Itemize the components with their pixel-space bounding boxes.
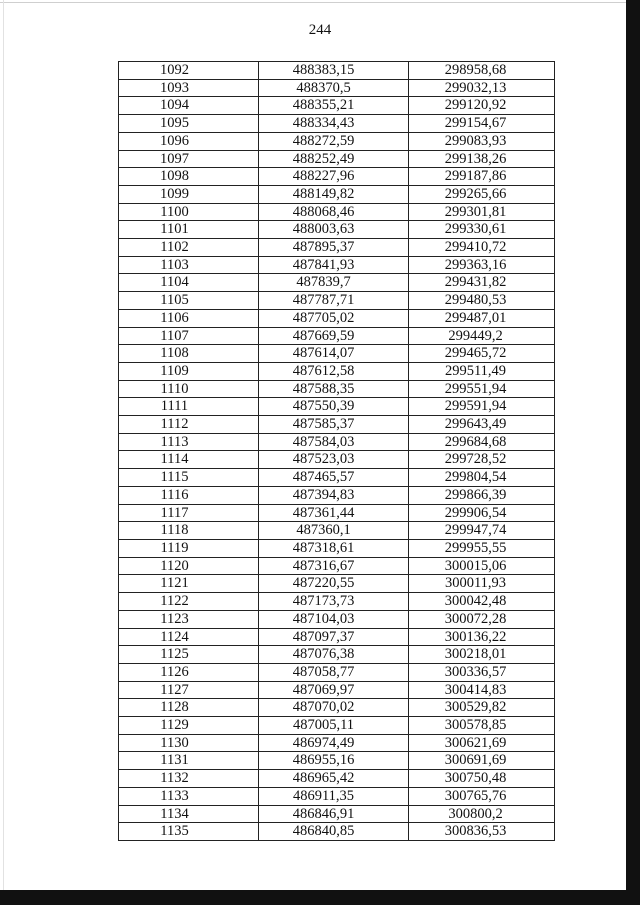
y-coordinate-cell: 299551,94: [409, 380, 555, 398]
table-row: [119, 433, 555, 451]
y-coordinate-cell: 299947,74: [409, 522, 555, 540]
table-row: [119, 734, 555, 752]
x-coordinate-cell: 487097,37: [259, 628, 409, 646]
y-coordinate-cell: 299906,54: [409, 504, 555, 522]
x-coordinate-cell: 487058,77: [259, 663, 409, 681]
point-number-cell: 1093: [119, 79, 259, 97]
x-coordinate-cell: 487787,71: [259, 292, 409, 310]
point-number-cell: 1133: [119, 787, 259, 805]
y-coordinate-cell: 299330,61: [409, 221, 555, 239]
table-row: [119, 522, 555, 540]
y-coordinate-cell: 300800,2: [409, 805, 555, 823]
y-coordinate-cell: 299265,66: [409, 185, 555, 203]
scan-bottom-edge: [0, 890, 640, 905]
table-row: [119, 168, 555, 186]
y-coordinate-cell: 299431,82: [409, 274, 555, 292]
x-coordinate-cell: 486846,91: [259, 805, 409, 823]
table-row: [119, 380, 555, 398]
point-number-cell: 1096: [119, 132, 259, 150]
table-row: [119, 787, 555, 805]
point-number-cell: 1098: [119, 168, 259, 186]
y-coordinate-cell: 300136,22: [409, 628, 555, 646]
point-number-cell: 1109: [119, 362, 259, 380]
y-coordinate-cell: 299187,86: [409, 168, 555, 186]
point-number-cell: 1127: [119, 681, 259, 699]
x-coordinate-cell: 487550,39: [259, 398, 409, 416]
y-coordinate-cell: 300011,93: [409, 575, 555, 593]
table-row: [119, 593, 555, 611]
x-coordinate-cell: 487318,61: [259, 539, 409, 557]
x-coordinate-cell: 486840,85: [259, 823, 409, 841]
table-row: [119, 309, 555, 327]
x-coordinate-cell: 487394,83: [259, 486, 409, 504]
point-number-cell: 1094: [119, 97, 259, 115]
table-row: [119, 557, 555, 575]
point-number-cell: 1123: [119, 610, 259, 628]
y-coordinate-cell: 299120,92: [409, 97, 555, 115]
point-number-cell: 1110: [119, 380, 259, 398]
point-number-cell: 1112: [119, 416, 259, 434]
table-row: [119, 681, 555, 699]
point-number-cell: 1102: [119, 239, 259, 257]
table-row: [119, 292, 555, 310]
y-coordinate-cell: 299684,68: [409, 433, 555, 451]
y-coordinate-cell: 300218,01: [409, 646, 555, 664]
table-row: [119, 823, 555, 841]
point-number-cell: 1116: [119, 486, 259, 504]
x-coordinate-cell: 487705,02: [259, 309, 409, 327]
x-coordinate-cell: 488370,5: [259, 79, 409, 97]
point-number-cell: 1128: [119, 699, 259, 717]
table-row: [119, 150, 555, 168]
table-row: [119, 717, 555, 735]
x-coordinate-cell: 487588,35: [259, 380, 409, 398]
y-coordinate-cell: 300578,85: [409, 717, 555, 735]
y-coordinate-cell: 299301,81: [409, 203, 555, 221]
table-row: [119, 628, 555, 646]
y-coordinate-cell: 300414,83: [409, 681, 555, 699]
table-row: [119, 97, 555, 115]
point-number-cell: 1100: [119, 203, 259, 221]
y-coordinate-cell: 299138,26: [409, 150, 555, 168]
table-row: [119, 327, 555, 345]
table-row: [119, 185, 555, 203]
table-row: [119, 610, 555, 628]
scan-left-rule: [3, 0, 4, 905]
x-coordinate-cell: 486955,16: [259, 752, 409, 770]
x-coordinate-cell: 487070,02: [259, 699, 409, 717]
x-coordinate-cell: 487173,73: [259, 593, 409, 611]
point-number-cell: 1120: [119, 557, 259, 575]
y-coordinate-cell: 300621,69: [409, 734, 555, 752]
x-coordinate-cell: 486965,42: [259, 770, 409, 788]
point-number-cell: 1115: [119, 469, 259, 487]
x-coordinate-cell: 487841,93: [259, 256, 409, 274]
y-coordinate-cell: 300529,82: [409, 699, 555, 717]
x-coordinate-cell: 487614,07: [259, 345, 409, 363]
x-coordinate-cell: 488068,46: [259, 203, 409, 221]
x-coordinate-cell: 487360,1: [259, 522, 409, 540]
point-number-cell: 1103: [119, 256, 259, 274]
point-number-cell: 1107: [119, 327, 259, 345]
table-row: [119, 699, 555, 717]
table-row: [119, 504, 555, 522]
y-coordinate-cell: 300836,53: [409, 823, 555, 841]
x-coordinate-cell: 487584,03: [259, 433, 409, 451]
scan-top-rule: [0, 2, 640, 3]
table-row: [119, 62, 555, 80]
table-row: [119, 115, 555, 133]
x-coordinate-cell: 487005,11: [259, 717, 409, 735]
y-coordinate-cell: 300691,69: [409, 752, 555, 770]
y-coordinate-cell: 300042,48: [409, 593, 555, 611]
x-coordinate-cell: 487895,37: [259, 239, 409, 257]
y-coordinate-cell: 299465,72: [409, 345, 555, 363]
y-coordinate-cell: 300336,57: [409, 663, 555, 681]
table-row: [119, 132, 555, 150]
table-row: [119, 203, 555, 221]
coordinates-table: [118, 61, 555, 841]
point-number-cell: 1125: [119, 646, 259, 664]
y-coordinate-cell: 299154,67: [409, 115, 555, 133]
table-row: [119, 575, 555, 593]
point-number-cell: 1099: [119, 185, 259, 203]
x-coordinate-cell: 487104,03: [259, 610, 409, 628]
point-number-cell: 1129: [119, 717, 259, 735]
x-coordinate-cell: 488003,63: [259, 221, 409, 239]
x-coordinate-cell: 488355,21: [259, 97, 409, 115]
point-number-cell: 1132: [119, 770, 259, 788]
point-number-cell: 1108: [119, 345, 259, 363]
point-number-cell: 1119: [119, 539, 259, 557]
y-coordinate-cell: 299728,52: [409, 451, 555, 469]
table-row: [119, 646, 555, 664]
table-row: [119, 256, 555, 274]
y-coordinate-cell: 300015,06: [409, 557, 555, 575]
y-coordinate-cell: 299955,55: [409, 539, 555, 557]
table-row: [119, 416, 555, 434]
x-coordinate-cell: 486911,35: [259, 787, 409, 805]
table-row: [119, 79, 555, 97]
x-coordinate-cell: 487669,59: [259, 327, 409, 345]
y-coordinate-cell: 300750,48: [409, 770, 555, 788]
y-coordinate-cell: 299410,72: [409, 239, 555, 257]
coordinates-table-body: [119, 62, 555, 841]
scan-right-edge: [626, 0, 640, 890]
point-number-cell: 1095: [119, 115, 259, 133]
y-coordinate-cell: 299804,54: [409, 469, 555, 487]
x-coordinate-cell: 488334,43: [259, 115, 409, 133]
y-coordinate-cell: 298958,68: [409, 62, 555, 80]
x-coordinate-cell: 488149,82: [259, 185, 409, 203]
point-number-cell: 1104: [119, 274, 259, 292]
point-number-cell: 1131: [119, 752, 259, 770]
point-number-cell: 1111: [119, 398, 259, 416]
y-coordinate-cell: 299643,49: [409, 416, 555, 434]
point-number-cell: 1135: [119, 823, 259, 841]
table-row: [119, 469, 555, 487]
point-number-cell: 1134: [119, 805, 259, 823]
table-row: [119, 221, 555, 239]
x-coordinate-cell: 487220,55: [259, 575, 409, 593]
point-number-cell: 1106: [119, 309, 259, 327]
point-number-cell: 1118: [119, 522, 259, 540]
point-number-cell: 1101: [119, 221, 259, 239]
point-number-cell: 1124: [119, 628, 259, 646]
x-coordinate-cell: 487361,44: [259, 504, 409, 522]
x-coordinate-cell: 487612,58: [259, 362, 409, 380]
table-row: [119, 539, 555, 557]
x-coordinate-cell: 487069,97: [259, 681, 409, 699]
point-number-cell: 1121: [119, 575, 259, 593]
y-coordinate-cell: 300072,28: [409, 610, 555, 628]
x-coordinate-cell: 488383,15: [259, 62, 409, 80]
table-row: [119, 663, 555, 681]
table-row: [119, 239, 555, 257]
x-coordinate-cell: 487839,7: [259, 274, 409, 292]
y-coordinate-cell: 299032,13: [409, 79, 555, 97]
point-number-cell: 1130: [119, 734, 259, 752]
table-row: [119, 486, 555, 504]
point-number-cell: 1105: [119, 292, 259, 310]
x-coordinate-cell: 487316,67: [259, 557, 409, 575]
table-row: [119, 345, 555, 363]
y-coordinate-cell: 299363,16: [409, 256, 555, 274]
x-coordinate-cell: 488227,96: [259, 168, 409, 186]
point-number-cell: 1114: [119, 451, 259, 469]
y-coordinate-cell: 299866,39: [409, 486, 555, 504]
x-coordinate-cell: 487465,57: [259, 469, 409, 487]
point-number-cell: 1113: [119, 433, 259, 451]
y-coordinate-cell: 299511,49: [409, 362, 555, 380]
y-coordinate-cell: 299480,53: [409, 292, 555, 310]
y-coordinate-cell: 299591,94: [409, 398, 555, 416]
table-row: [119, 274, 555, 292]
point-number-cell: 1126: [119, 663, 259, 681]
y-coordinate-cell: 299487,01: [409, 309, 555, 327]
table-row: [119, 752, 555, 770]
table-row: [119, 362, 555, 380]
table-row: [119, 805, 555, 823]
y-coordinate-cell: 299083,93: [409, 132, 555, 150]
x-coordinate-cell: 488272,59: [259, 132, 409, 150]
x-coordinate-cell: 487585,37: [259, 416, 409, 434]
x-coordinate-cell: 487076,38: [259, 646, 409, 664]
table-row: [119, 770, 555, 788]
point-number-cell: 1097: [119, 150, 259, 168]
x-coordinate-cell: 486974,49: [259, 734, 409, 752]
x-coordinate-cell: 487523,03: [259, 451, 409, 469]
y-coordinate-cell: 300765,76: [409, 787, 555, 805]
y-coordinate-cell: 299449,2: [409, 327, 555, 345]
point-number-cell: 1117: [119, 504, 259, 522]
table-row: [119, 451, 555, 469]
page-number: 244: [308, 22, 332, 38]
point-number-cell: 1092: [119, 62, 259, 80]
table-row: [119, 398, 555, 416]
point-number-cell: 1122: [119, 593, 259, 611]
x-coordinate-cell: 488252,49: [259, 150, 409, 168]
